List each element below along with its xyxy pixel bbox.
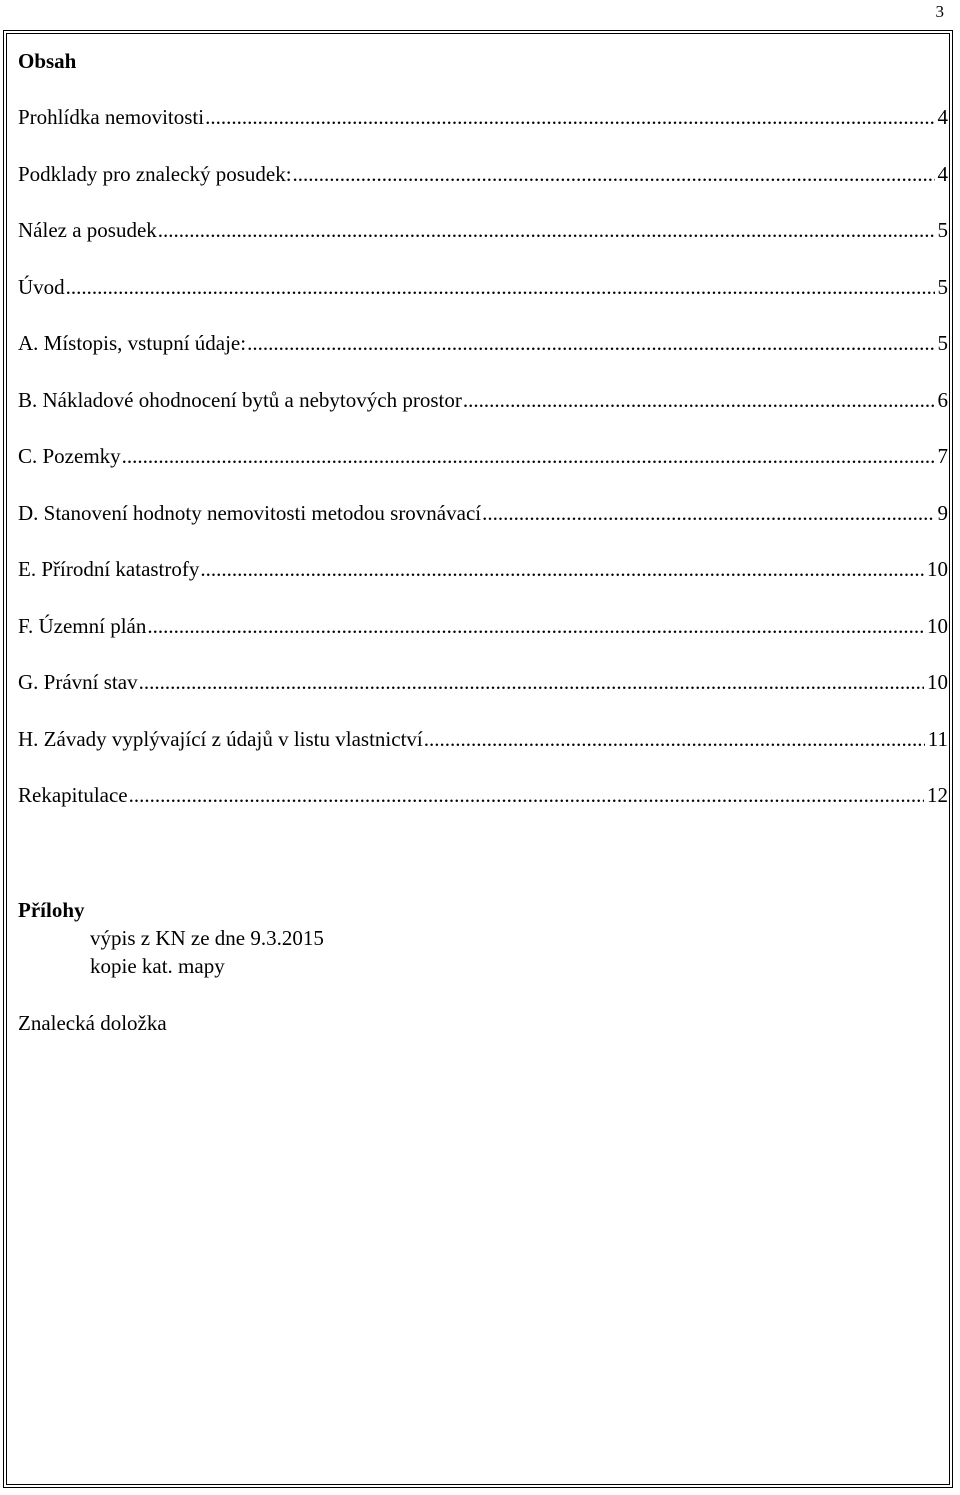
toc-entry-label: D. Stanovení hodnoty nemovitosti metodou srovnávací	[18, 500, 482, 525]
toc-entry-uvod[interactable]	[18, 272, 948, 329]
toc-entry-page: 10	[927, 613, 948, 638]
toc-entry-label: C. Pozemky	[18, 444, 121, 468]
toc-dot-leader	[463, 385, 935, 415]
toc-entry-pravni-stav[interactable]	[18, 667, 948, 724]
toc-entry-prohlidka[interactable]	[18, 102, 948, 159]
appendices-title: Přílohy	[18, 898, 85, 922]
toc-entry-page: 5	[937, 331, 948, 355]
toc-dot-leader	[147, 611, 924, 641]
toc-dot-leader	[293, 159, 935, 189]
toc-entry-page: 12	[927, 783, 948, 807]
toc-entry-uzemni-plan[interactable]	[18, 611, 948, 668]
toc-entry-page: 4	[937, 105, 948, 129]
toc-entry-page: 7	[937, 444, 948, 468]
toc-entry-srovnavaci-metoda[interactable]	[18, 498, 948, 555]
appendix-item-vypis-kn: výpis z KN ze dne 9.3.2015	[90, 926, 324, 950]
toc-entry-label: B. Nákladové ohodnocení bytů a nebytových prostor	[18, 387, 462, 412]
toc-entry-prirodni-katastrofy[interactable]	[18, 554, 948, 611]
toc-entry-label: A. Místopis, vstupní údaje:	[18, 331, 247, 355]
toc-dot-leader	[139, 667, 924, 697]
appendix-item-kopie-mapy: kopie kat. mapy	[90, 954, 225, 978]
toc-dot-leader	[129, 780, 924, 810]
appendices-section	[18, 896, 324, 980]
toc-entry-label: Prohlídka nemovitosti	[18, 105, 205, 129]
toc-entry-label: Nález a posudek	[18, 218, 157, 242]
toc-entry-label: F. Územní plán	[18, 613, 147, 638]
toc-entry-page: 11	[927, 726, 948, 751]
toc-entry-label: Úvod	[18, 274, 65, 299]
toc-entry-page: 5	[937, 218, 948, 242]
toc-entry-mistopis[interactable]	[18, 328, 948, 385]
toc-dot-leader	[482, 498, 934, 528]
page-number: 3	[935, 2, 944, 21]
toc-entry-zavady[interactable]	[18, 724, 948, 781]
toc-dot-leader	[122, 441, 935, 471]
toc-entry-page: 9	[937, 500, 948, 525]
appraiser-clause: Znalecká doložka	[18, 1011, 167, 1035]
toc-entry-pozemky[interactable]	[18, 441, 948, 498]
toc-entry-page: 4	[937, 161, 948, 186]
toc-entry-nakladove-ohodnoceni[interactable]	[18, 385, 948, 442]
toc-entry-rekapitulace[interactable]	[18, 780, 948, 837]
toc-dot-leader	[66, 272, 935, 302]
toc-dot-leader	[424, 724, 925, 754]
toc-entry-nalez[interactable]	[18, 215, 948, 272]
toc-entry-label: H. Závady vyplývající z údajů v listu vlastnictví	[18, 726, 423, 751]
toc-entry-label: Rekapitulace	[18, 783, 128, 807]
toc-list	[18, 102, 948, 837]
toc-dot-leader	[200, 554, 924, 584]
toc-dot-leader	[205, 102, 934, 132]
toc-entry-podklady[interactable]	[18, 159, 948, 216]
toc-entry-page: 10	[927, 557, 948, 581]
toc-entry-page: 10	[927, 670, 948, 694]
toc-entry-label: Podklady pro znalecký posudek:	[18, 161, 292, 186]
toc-dot-leader	[158, 215, 935, 245]
toc-entry-page: 6	[937, 387, 948, 412]
toc-entry-label: E. Přírodní katastrofy	[18, 557, 200, 581]
toc-entry-page: 5	[937, 274, 948, 299]
toc-entry-label: G. Právní stav	[18, 670, 138, 694]
toc-title: Obsah	[18, 49, 77, 73]
toc-dot-leader	[247, 328, 934, 358]
